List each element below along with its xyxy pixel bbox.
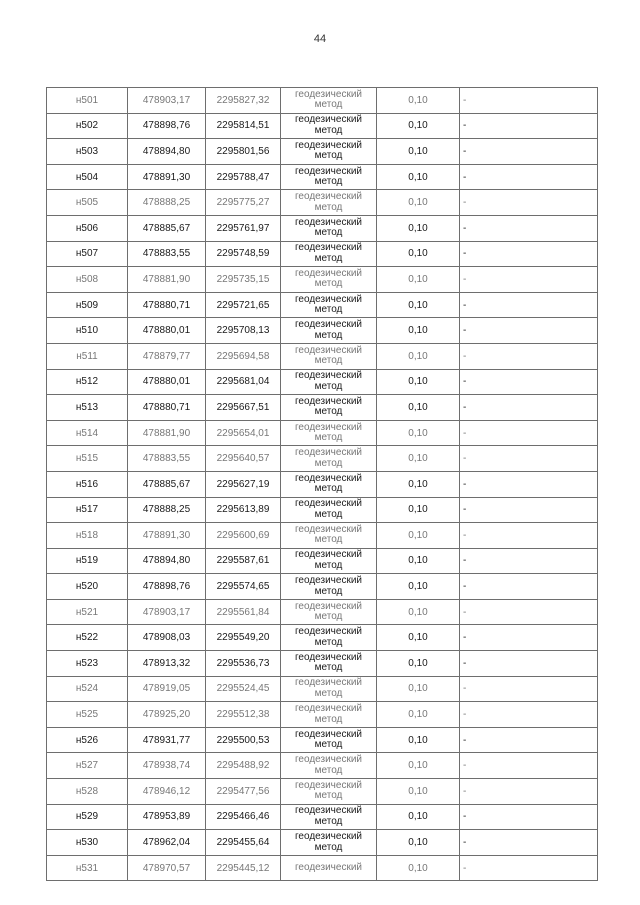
y-coordinate-cell: 2295500,53 (206, 727, 281, 753)
x-coordinate-cell: 478894,80 (128, 548, 206, 574)
table-row (47, 574, 598, 600)
x-coordinate-cell: 478888,25 (128, 497, 206, 523)
method-line-1: геодезический (295, 498, 362, 510)
method-cell (281, 267, 377, 293)
dash-cell: - (460, 676, 598, 702)
method-line-1: геодезический (295, 626, 362, 638)
method-line-1: геодезический (295, 421, 362, 433)
x-coordinate-cell: 478903,17 (128, 599, 206, 625)
x-coordinate-cell: 478879,77 (128, 343, 206, 369)
method-cell (281, 830, 377, 856)
table-row (47, 369, 598, 395)
method-line-1: геодезический (295, 600, 362, 612)
table-row (47, 88, 598, 114)
method-cell (281, 113, 377, 139)
method-line-1: геодезический (295, 165, 362, 177)
method-line-1: геодезический (295, 728, 362, 740)
point-id-cell: н511 (47, 343, 128, 369)
method-cell (281, 215, 377, 241)
dash-cell: - (460, 215, 598, 241)
y-coordinate-cell: 2295708,13 (206, 318, 281, 344)
dash-cell: - (460, 497, 598, 523)
method-cell (281, 369, 377, 395)
y-coordinate-cell: 2295681,04 (206, 369, 281, 395)
point-id-cell: н528 (47, 779, 128, 805)
method-line-2: метод (314, 432, 343, 444)
precision-cell: 0,10 (377, 727, 460, 753)
y-coordinate-cell: 2295455,64 (206, 830, 281, 856)
method-line-1: геодезический (295, 805, 362, 817)
method-line-1: геодезический (295, 703, 362, 715)
y-coordinate-cell: 2295814,51 (206, 113, 281, 139)
method-cell (281, 471, 377, 497)
table-row (47, 139, 598, 165)
method-line-1: геодезический (295, 319, 362, 331)
point-id-cell: н516 (47, 471, 128, 497)
table-row (47, 702, 598, 728)
table-row (47, 267, 598, 293)
method-line-1: геодезический (295, 575, 362, 587)
x-coordinate-cell: 478898,76 (128, 113, 206, 139)
point-id-cell: н518 (47, 523, 128, 549)
dash-cell: - (460, 164, 598, 190)
point-id-cell: н525 (47, 702, 128, 728)
y-coordinate-cell: 2295694,58 (206, 343, 281, 369)
table-row (47, 753, 598, 779)
precision-cell: 0,10 (377, 446, 460, 472)
x-coordinate-cell: 478953,89 (128, 804, 206, 830)
dash-cell: - (460, 267, 598, 293)
x-coordinate-cell: 478908,03 (128, 625, 206, 651)
point-id-cell: н514 (47, 420, 128, 446)
point-id-cell: н515 (47, 446, 128, 472)
precision-cell: 0,10 (377, 855, 460, 881)
method-line-1: геодезический (295, 831, 362, 843)
precision-cell: 0,10 (377, 113, 460, 139)
dash-cell: - (460, 446, 598, 472)
method-line-2: метод (314, 483, 343, 495)
precision-cell: 0,10 (377, 241, 460, 267)
dash-cell: - (460, 804, 598, 830)
precision-cell: 0,10 (377, 599, 460, 625)
dash-cell: - (460, 523, 598, 549)
dash-cell: - (460, 292, 598, 318)
point-id-cell: н517 (47, 497, 128, 523)
y-coordinate-cell: 2295775,27 (206, 190, 281, 216)
method-line-2: метод (314, 278, 343, 290)
x-coordinate-cell: 478913,32 (128, 651, 206, 677)
point-id-cell: н523 (47, 651, 128, 677)
method-line-2: метод (314, 687, 343, 699)
table-row (47, 164, 598, 190)
table-row (47, 241, 598, 267)
method-line-2: метод (314, 201, 343, 213)
precision-cell: 0,10 (377, 164, 460, 190)
point-id-cell: н524 (47, 676, 128, 702)
point-id-cell: н521 (47, 599, 128, 625)
method-line-2: метод (314, 457, 343, 469)
method-line-2: метод (314, 252, 343, 264)
dash-cell: - (460, 471, 598, 497)
precision-cell: 0,10 (377, 471, 460, 497)
x-coordinate-cell: 478931,77 (128, 727, 206, 753)
table-row (47, 830, 598, 856)
dash-cell: - (460, 139, 598, 165)
precision-cell: 0,10 (377, 625, 460, 651)
dash-cell: - (460, 753, 598, 779)
method-cell (281, 241, 377, 267)
precision-cell: 0,10 (377, 523, 460, 549)
x-coordinate-cell: 478885,67 (128, 471, 206, 497)
dash-cell: - (460, 727, 598, 753)
point-id-cell: н503 (47, 139, 128, 165)
method-line-1: геодезический (295, 861, 362, 873)
method-line-2: метод (314, 585, 343, 597)
precision-cell: 0,10 (377, 267, 460, 293)
dash-cell: - (460, 113, 598, 139)
x-coordinate-cell: 478881,90 (128, 267, 206, 293)
method-cell (281, 804, 377, 830)
method-line-1: геодезический (295, 293, 362, 305)
method-line-2: метод (314, 99, 343, 111)
precision-cell: 0,10 (377, 574, 460, 600)
y-coordinate-cell: 2295748,59 (206, 241, 281, 267)
method-line-1: геодезический (295, 472, 362, 484)
point-id-cell: н506 (47, 215, 128, 241)
precision-cell: 0,10 (377, 702, 460, 728)
point-id-cell: н520 (47, 574, 128, 600)
method-cell (281, 855, 377, 881)
coordinates-table-body (47, 88, 598, 881)
precision-cell: 0,10 (377, 548, 460, 574)
dash-cell: - (460, 830, 598, 856)
method-line-2: метод (314, 611, 343, 623)
method-line-1: геодезический (295, 523, 362, 535)
table-row (47, 548, 598, 574)
table-row (47, 497, 598, 523)
precision-cell: 0,10 (377, 190, 460, 216)
x-coordinate-cell: 478881,90 (128, 420, 206, 446)
table-row (47, 343, 598, 369)
dash-cell: - (460, 779, 598, 805)
dash-cell: - (460, 395, 598, 421)
method-cell (281, 420, 377, 446)
y-coordinate-cell: 2295627,19 (206, 471, 281, 497)
y-coordinate-cell: 2295640,57 (206, 446, 281, 472)
x-coordinate-cell: 478883,55 (128, 241, 206, 267)
method-line-1: геодезический (295, 344, 362, 356)
precision-cell: 0,10 (377, 139, 460, 165)
x-coordinate-cell: 478880,71 (128, 395, 206, 421)
point-id-cell: н502 (47, 113, 128, 139)
table-row (47, 599, 598, 625)
x-coordinate-cell: 478962,04 (128, 830, 206, 856)
method-cell (281, 625, 377, 651)
table-row (47, 625, 598, 651)
method-cell (281, 318, 377, 344)
method-line-2: метод (314, 534, 343, 546)
precision-cell: 0,10 (377, 395, 460, 421)
point-id-cell: н510 (47, 318, 128, 344)
x-coordinate-cell: 478925,20 (128, 702, 206, 728)
table-row (47, 215, 598, 241)
y-coordinate-cell: 2295524,45 (206, 676, 281, 702)
method-line-2: метод (314, 841, 343, 853)
dash-cell: - (460, 548, 598, 574)
method-line-1: геодезический (295, 114, 362, 126)
method-line-2: метод (314, 559, 343, 571)
table-row (47, 113, 598, 139)
method-cell (281, 727, 377, 753)
method-line-1: геодезический (295, 191, 362, 203)
point-id-cell: н522 (47, 625, 128, 651)
x-coordinate-cell: 478880,71 (128, 292, 206, 318)
y-coordinate-cell: 2295445,12 (206, 855, 281, 881)
method-line-2: метод (314, 176, 343, 188)
x-coordinate-cell: 478898,76 (128, 574, 206, 600)
table-row (47, 727, 598, 753)
y-coordinate-cell: 2295536,73 (206, 651, 281, 677)
y-coordinate-cell: 2295654,01 (206, 420, 281, 446)
x-coordinate-cell: 478938,74 (128, 753, 206, 779)
precision-cell: 0,10 (377, 215, 460, 241)
method-line-2: метод (314, 713, 343, 725)
table-row (47, 804, 598, 830)
method-line-2: метод (314, 406, 343, 418)
method-line-2: метод (314, 636, 343, 648)
point-id-cell: н513 (47, 395, 128, 421)
method-line-1: геодезический (295, 395, 362, 407)
method-line-2: метод (314, 739, 343, 751)
point-id-cell: н530 (47, 830, 128, 856)
precision-cell: 0,10 (377, 292, 460, 318)
dash-cell: - (460, 420, 598, 446)
method-cell (281, 753, 377, 779)
precision-cell: 0,10 (377, 88, 460, 114)
method-line-1: геодезический (295, 88, 362, 100)
table-row (47, 676, 598, 702)
method-line-2: метод (314, 227, 343, 239)
method-line-1: геодезический (295, 242, 362, 254)
method-cell (281, 599, 377, 625)
method-cell (281, 292, 377, 318)
dash-cell: - (460, 651, 598, 677)
x-coordinate-cell: 478885,67 (128, 215, 206, 241)
precision-cell: 0,10 (377, 830, 460, 856)
method-line-1: геодезический (295, 370, 362, 382)
point-id-cell: н504 (47, 164, 128, 190)
table-row (47, 779, 598, 805)
precision-cell: 0,10 (377, 779, 460, 805)
table-row (47, 471, 598, 497)
dash-cell: - (460, 318, 598, 344)
x-coordinate-cell: 478919,05 (128, 676, 206, 702)
dash-cell: - (460, 190, 598, 216)
method-cell (281, 164, 377, 190)
method-cell (281, 574, 377, 600)
method-cell (281, 343, 377, 369)
coordinates-table (46, 87, 598, 881)
precision-cell: 0,10 (377, 497, 460, 523)
method-cell (281, 702, 377, 728)
method-cell (281, 523, 377, 549)
point-id-cell: н507 (47, 241, 128, 267)
y-coordinate-cell: 2295477,56 (206, 779, 281, 805)
x-coordinate-cell: 478883,55 (128, 446, 206, 472)
y-coordinate-cell: 2295801,56 (206, 139, 281, 165)
x-coordinate-cell: 478891,30 (128, 164, 206, 190)
method-line-2: метод (314, 304, 343, 316)
method-cell (281, 676, 377, 702)
method-cell (281, 88, 377, 114)
x-coordinate-cell: 478888,25 (128, 190, 206, 216)
y-coordinate-cell: 2295600,69 (206, 523, 281, 549)
method-line-1: геодезический (295, 754, 362, 766)
y-coordinate-cell: 2295587,61 (206, 548, 281, 574)
method-line-2: метод (314, 790, 343, 802)
x-coordinate-cell: 478880,01 (128, 369, 206, 395)
method-line-1: геодезический (295, 139, 362, 151)
dash-cell: - (460, 241, 598, 267)
y-coordinate-cell: 2295549,20 (206, 625, 281, 651)
method-line-2: метод (314, 508, 343, 520)
dash-cell: - (460, 702, 598, 728)
dash-cell: - (460, 625, 598, 651)
dash-cell: - (460, 599, 598, 625)
method-cell (281, 779, 377, 805)
x-coordinate-cell: 478903,17 (128, 88, 206, 114)
table-row (47, 651, 598, 677)
method-cell (281, 395, 377, 421)
method-line-1: геодезический (295, 779, 362, 791)
method-line-1: геодезический (295, 549, 362, 561)
dash-cell: - (460, 574, 598, 600)
method-line-1: геодезический (295, 447, 362, 459)
y-coordinate-cell: 2295561,84 (206, 599, 281, 625)
table-row (47, 523, 598, 549)
x-coordinate-cell: 478880,01 (128, 318, 206, 344)
y-coordinate-cell: 2295761,97 (206, 215, 281, 241)
method-line-2: метод (314, 764, 343, 776)
precision-cell: 0,10 (377, 343, 460, 369)
method-line-2: метод (314, 150, 343, 162)
x-coordinate-cell: 478894,80 (128, 139, 206, 165)
y-coordinate-cell: 2295827,32 (206, 88, 281, 114)
x-coordinate-cell: 478946,12 (128, 779, 206, 805)
method-line-2: метод (314, 815, 343, 827)
method-cell (281, 651, 377, 677)
y-coordinate-cell: 2295667,51 (206, 395, 281, 421)
point-id-cell: н509 (47, 292, 128, 318)
table-row (47, 420, 598, 446)
method-line-2: метод (314, 355, 343, 367)
point-id-cell: н529 (47, 804, 128, 830)
y-coordinate-cell: 2295613,89 (206, 497, 281, 523)
precision-cell: 0,10 (377, 318, 460, 344)
method-cell (281, 497, 377, 523)
y-coordinate-cell: 2295512,38 (206, 702, 281, 728)
method-line-1: геодезический (295, 216, 362, 228)
method-cell (281, 190, 377, 216)
point-id-cell: н527 (47, 753, 128, 779)
method-line-1: геодезический (295, 677, 362, 689)
table-row (47, 446, 598, 472)
dash-cell: - (460, 369, 598, 395)
precision-cell: 0,10 (377, 651, 460, 677)
method-cell (281, 446, 377, 472)
x-coordinate-cell: 478970,57 (128, 855, 206, 881)
table-row (47, 190, 598, 216)
point-id-cell: н501 (47, 88, 128, 114)
table-row (47, 292, 598, 318)
y-coordinate-cell: 2295788,47 (206, 164, 281, 190)
method-line-2: метод (314, 380, 343, 392)
method-line-2: метод (314, 124, 343, 136)
point-id-cell: н526 (47, 727, 128, 753)
method-line-2: метод (314, 662, 343, 674)
point-id-cell: н512 (47, 369, 128, 395)
y-coordinate-cell: 2295721,65 (206, 292, 281, 318)
y-coordinate-cell: 2295735,15 (206, 267, 281, 293)
precision-cell: 0,10 (377, 753, 460, 779)
method-line-1: геодезический (295, 651, 362, 663)
precision-cell: 0,10 (377, 369, 460, 395)
point-id-cell: н519 (47, 548, 128, 574)
dash-cell: - (460, 855, 598, 881)
x-coordinate-cell: 478891,30 (128, 523, 206, 549)
method-line-1: геодезический (295, 267, 362, 279)
precision-cell: 0,10 (377, 420, 460, 446)
table-row (47, 855, 598, 881)
y-coordinate-cell: 2295466,46 (206, 804, 281, 830)
method-cell (281, 548, 377, 574)
point-id-cell: н505 (47, 190, 128, 216)
method-line-2: метод (314, 329, 343, 341)
precision-cell: 0,10 (377, 676, 460, 702)
dash-cell: - (460, 88, 598, 114)
method-cell (281, 139, 377, 165)
y-coordinate-cell: 2295488,92 (206, 753, 281, 779)
page-number: 44 (313, 33, 327, 45)
point-id-cell: н531 (47, 855, 128, 881)
y-coordinate-cell: 2295574,65 (206, 574, 281, 600)
table-row (47, 318, 598, 344)
dash-cell: - (460, 343, 598, 369)
point-id-cell: н508 (47, 267, 128, 293)
precision-cell: 0,10 (377, 804, 460, 830)
table-row (47, 395, 598, 421)
